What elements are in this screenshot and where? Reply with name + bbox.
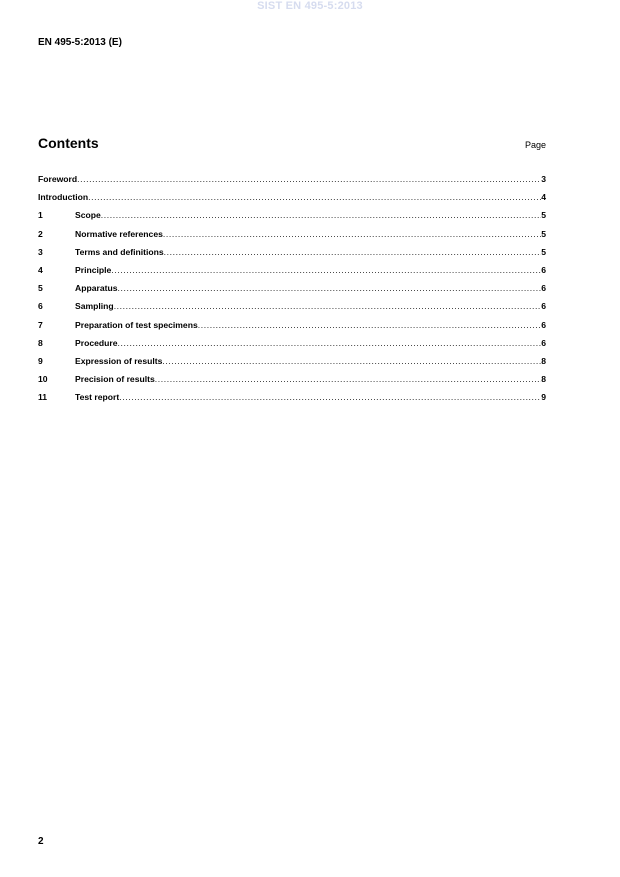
toc-entry-expression-of-results[interactable] [38, 356, 546, 374]
watermark: SIST EN 495-5:2013 [257, 0, 363, 12]
toc-entry-number: 1 [38, 210, 43, 221]
dot-leader [164, 247, 542, 257]
toc-entry-page: 3 [541, 174, 546, 184]
toc-entry-page: 6 [541, 319, 546, 330]
dot-leader [162, 356, 541, 366]
document-id: EN 495-5:2013 (E) [38, 37, 122, 48]
toc-entry-page: 5 [541, 246, 546, 257]
toc-entry-number: 3 [38, 246, 43, 257]
toc-entry-number: 7 [38, 319, 43, 330]
toc-entry-procedure[interactable] [38, 338, 546, 356]
dot-leader [77, 174, 541, 184]
toc-entry-number: 8 [38, 337, 43, 348]
dot-leader [114, 301, 542, 311]
toc-entry-title: Introduction [38, 192, 89, 203]
toc-entry-preparation-of-test-specimens[interactable] [38, 320, 546, 338]
toc-entry-page: 5 [541, 228, 546, 239]
toc-entry-number: 10 [38, 374, 48, 385]
toc-entry-page: 6 [541, 301, 546, 312]
dot-leader [155, 374, 541, 384]
toc-entry-page: 4 [541, 192, 546, 203]
toc-entry-scope[interactable] [38, 210, 546, 228]
toc-entry-precision-of-results[interactable] [38, 374, 546, 392]
toc-entry-principle[interactable] [38, 265, 546, 283]
toc-entry-title: Terms and definitions [75, 246, 164, 257]
toc-entry-apparatus[interactable] [38, 283, 546, 301]
toc-entry-page: 6 [541, 283, 546, 294]
toc-entry-title: Scope [75, 210, 101, 221]
toc-entry-normative-references[interactable] [38, 229, 546, 247]
toc-entry-number: 2 [38, 228, 43, 239]
toc-entry-title: Test report [75, 392, 120, 403]
toc-entry-title: Preparation of test specimens [75, 319, 198, 330]
page-number: 2 [38, 836, 44, 847]
page-column-label: Page [524, 140, 546, 150]
toc-entry-sampling[interactable] [38, 301, 546, 319]
toc-entry-title: Sampling [75, 301, 114, 312]
toc-entry-page: 8 [541, 355, 546, 366]
dot-leader [118, 283, 542, 293]
toc-entry-number: 11 [38, 392, 48, 403]
toc-entry-number: 6 [38, 301, 43, 312]
toc-entry-page: 9 [541, 392, 546, 403]
toc-entry-title: Foreword [38, 174, 78, 184]
dot-leader [198, 320, 541, 330]
toc-entry-number: 4 [38, 264, 43, 275]
dot-leader [163, 229, 541, 239]
toc-entry-title: Expression of results [75, 355, 163, 366]
toc-entry-introduction[interactable] [38, 192, 546, 210]
dot-leader [111, 265, 541, 275]
toc-entry-terms-and-definitions[interactable] [38, 247, 546, 265]
toc-entry-title: Precision of results [75, 374, 155, 385]
toc-entry-page: 6 [541, 264, 546, 275]
toc-entry-title: Apparatus [75, 283, 118, 294]
toc-entry-title: Normative references [75, 228, 163, 239]
dot-leader [119, 392, 541, 402]
contents-heading: Contents [38, 135, 99, 151]
toc-entry-number: 9 [38, 355, 43, 366]
toc-entry-foreword[interactable] [38, 174, 546, 192]
toc-entry-page: 8 [541, 374, 546, 385]
toc-entry-number: 5 [38, 283, 43, 294]
dot-leader [118, 338, 542, 348]
toc-entry-test-report[interactable] [38, 392, 546, 410]
dot-leader [101, 210, 541, 220]
toc-entry-title: Principle [75, 264, 112, 275]
toc-entry-page: 5 [541, 210, 546, 221]
table-of-contents [38, 174, 546, 410]
dot-leader [88, 192, 541, 202]
toc-entry-page: 6 [541, 337, 546, 348]
toc-entry-title: Procedure [75, 337, 118, 348]
